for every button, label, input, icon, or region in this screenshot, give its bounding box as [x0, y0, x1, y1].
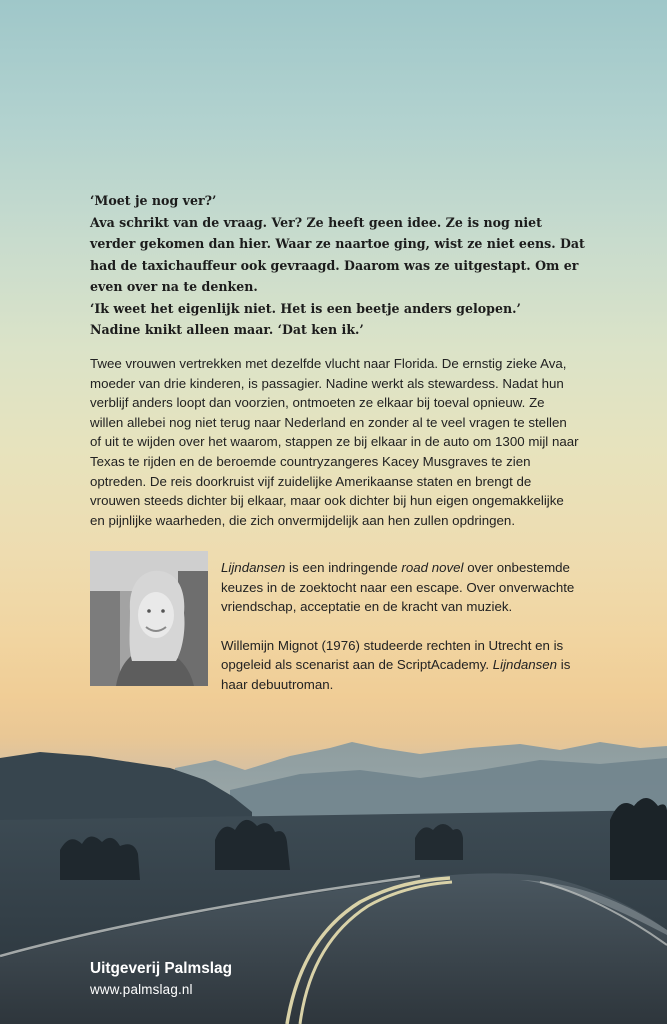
- author-photo: [90, 551, 208, 686]
- publisher-website: www.palmslag.nl: [90, 982, 193, 997]
- book-title: Lijndansen: [221, 560, 286, 575]
- book-summary: Twee vrouwen vertrekken met dezelfde vlucht naar Florida. De ernstig zieke Ava, moeder van drie kinderen, is passagier. Nadine werkt als stewardess. Nadat hun verblijf anders loopt dan voorzien, ontmoeten ze elkaar bij toeval opnieuw. Ze willen allebei nog niet terug naar Nederland en zonder al te veel vragen te stellen of uit te wijden over het waarom, stappen ze bij elkaar in de auto om 1300 mijl naar Texas te rijden en de beroemde countryzangeres Kacey Musgraves te zien optreden. De reis doorkruist vijf zuidelijke Amerikaanse staten en brengt de vrouwen steeds dichter bij elkaar, maar ook dichter bij hun eigen ongemakkelijke en pijnlijke waarheden, die zich onvermijdelijk aan hen zullen opdringen.: [90, 356, 579, 528]
- book-title: Lijndansen: [492, 657, 558, 673]
- author-bio: Willemijn Mignot (1976) studeerde rechten in Utrecht en is opgeleid als scenarist aan de ScriptAcademy. Lijndansen is haar debuutroman.: [221, 637, 571, 692]
- excerpt-line: ‘Moet je nog ver?’: [90, 193, 217, 208]
- publisher-name: Uitgeverij Palmslag: [90, 960, 232, 977]
- genre: road novel: [401, 560, 464, 575]
- book-excerpt: [90, 190, 590, 341]
- excerpt-line: Ava schrikt van de vraag. Ver? Ze heeft geen idee. Ze is nog niet verder gekomen dan hier. Waar ze naartoe ging, wist ze niet eens. Dat had de taxichauffeur ook gevraagd. Daarom was ze uitgestapt. Om er even over na te denken.: [90, 214, 585, 294]
- about-section: [221, 558, 583, 714]
- excerpt-line: ‘Ik weet het eigenlijk niet. Het is een beetje anders gelopen.’: [90, 300, 521, 316]
- excerpt-line: Nadine knikt alleen maar. ‘Dat ken ik.’: [90, 322, 364, 337]
- book-description: Lijndansen is een indringende road novel over onbestemde keuzes in de zoektocht naar een escape. Over onverwachte vriendschap, acceptatie en de kracht van muziek.: [221, 560, 575, 615]
